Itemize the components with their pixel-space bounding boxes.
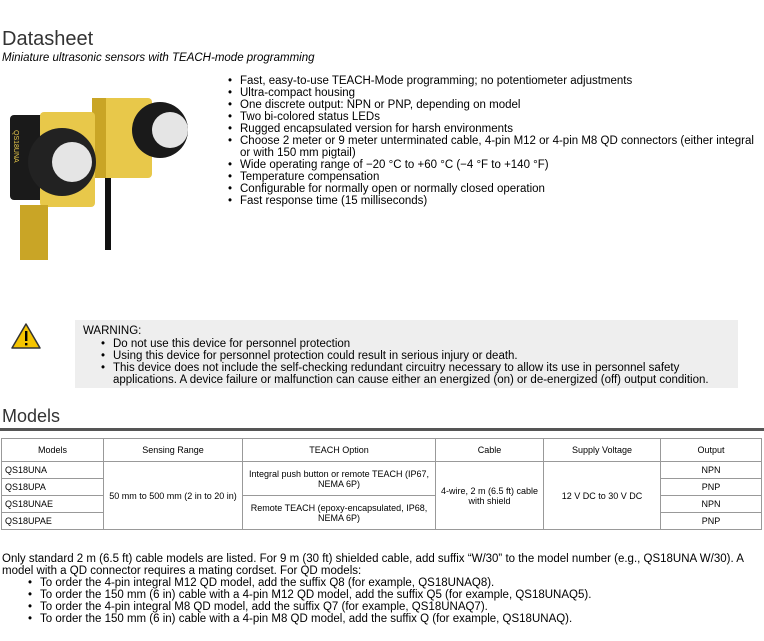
product-label: QS18UNA [12, 130, 19, 163]
warning-icon [10, 322, 42, 355]
feature-item: • Choose 2 meter or 9 meter unterminated cable, 4-pin M12 or 4-pin M8 QD connectors (either integral or with 150 mm pigtail) [226, 135, 761, 159]
table-header-row [2, 439, 762, 462]
sensor-illustration [0, 70, 215, 265]
feature-list [226, 75, 761, 207]
column-header: Output [661, 439, 762, 462]
model-cell: QS18UNA [2, 462, 104, 479]
product-image [0, 70, 215, 265]
feature-item: • Ultra-compact housing [226, 87, 761, 99]
column-header: Supply Voltage [544, 439, 661, 462]
feature-item: • Rugged encapsulated version for harsh environments [226, 123, 761, 135]
table-row [2, 462, 762, 479]
models-heading: Models [2, 406, 61, 426]
ordering-note [2, 553, 757, 625]
warning-box [75, 320, 738, 388]
warning-item: • Do not use this device for personnel protection [99, 338, 729, 350]
divider [0, 428, 764, 431]
subtitle: Miniature ultrasonic sensors with TEACH-mode programming [2, 52, 315, 64]
warning-item: • This device does not include the self-checking redundant circuitry necessary to allow its use in personnel safety applications. A device failure or malfunction can cause either an energized (on) or de-energized (off) output condition. [99, 362, 729, 386]
note-item: • To order the 4-pin integral M8 QD model, add the suffix Q7 (for example, QS18UNAQ7). [26, 601, 757, 613]
feature-item: • Two bi-colored status LEDs [226, 111, 761, 123]
feature-item: • Wide operating range of −20 °C to +60 °C (−4 °F to +140 °F) [226, 159, 761, 171]
note-item: • To order the 4-pin integral M12 QD model, add the suffix Q8 (for example, QS18UNAQ8). [26, 577, 757, 589]
note-text: Only standard 2 m (6.5 ft) cable models are listed. For 9 m (30 ft) shielded cable, add suffix “W/30” to the model number (e.g., QS18UNA W/30). A model with a QD connector requires a mating cordset. For QD models: [2, 553, 744, 577]
note-item: • To order the 150 mm (6 in) cable with a 4-pin M8 QD model, add the suffix Q (for example, QS18UNAQ). [26, 613, 757, 625]
page-title: Datasheet [2, 28, 94, 50]
column-header: Cable [436, 439, 544, 462]
feature-item: • Fast response time (15 milliseconds) [226, 195, 761, 207]
warning-title: WARNING: [83, 325, 142, 337]
cable-cell: 4-wire, 2 m (6.5 ft) cable with shield [436, 462, 544, 530]
output-cell: NPN [661, 462, 762, 479]
column-header: TEACH Option [243, 439, 436, 462]
column-header: Models [2, 439, 104, 462]
model-cell: QS18UPAE [2, 513, 104, 530]
output-cell: NPN [661, 496, 762, 513]
teach-cell: Remote TEACH (epoxy-encapsulated, IP68, NEMA 6P) [243, 496, 436, 530]
models-table [1, 438, 762, 530]
feature-item: • Temperature compensation [226, 171, 761, 183]
output-cell: PNP [661, 513, 762, 530]
range-cell: 50 mm to 500 mm (2 in to 20 in) [104, 462, 243, 530]
output-cell: PNP [661, 479, 762, 496]
note-item: • To order the 150 mm (6 in) cable with a 4-pin M12 QD model, add the suffix Q5 (for example, QS18UNAQ5). [26, 589, 757, 601]
column-header: Sensing Range [104, 439, 243, 462]
feature-item: • One discrete output: NPN or PNP, depending on model [226, 99, 761, 111]
feature-item: • Configurable for normally open or normally closed operation [226, 183, 761, 195]
voltage-cell: 12 V DC to 30 V DC [544, 462, 661, 530]
model-cell: QS18UPA [2, 479, 104, 496]
feature-item: • Fast, easy-to-use TEACH-Mode programming; no potentiometer adjustments [226, 75, 761, 87]
warning-item: • Using this device for personnel protection could result in serious injury or death. [99, 350, 729, 362]
teach-cell: Integral push button or remote TEACH (IP67, NEMA 6P) [243, 462, 436, 496]
model-cell: QS18UNAE [2, 496, 104, 513]
